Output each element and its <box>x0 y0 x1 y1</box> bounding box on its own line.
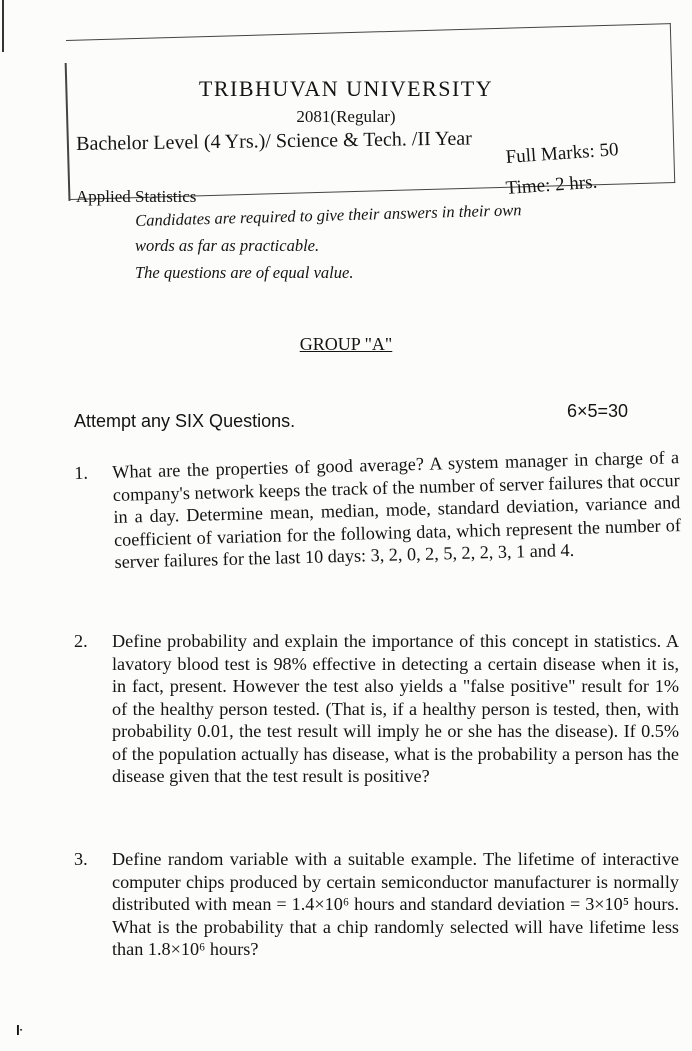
program-level: Bachelor Level (4 Yrs.)/ Science & Tech. /II Year <box>76 127 472 155</box>
exam-time: Time: 2 hrs. <box>505 171 598 199</box>
instruction-line: Candidates are required to give their answers in their own <box>135 200 522 230</box>
question-number: 3. <box>74 849 88 869</box>
exam-session: 2081(Regular) <box>296 107 396 126</box>
attempt-instruction: Attempt any SIX Questions. <box>74 411 296 431</box>
section-marks: 6×5=30 <box>567 401 629 421</box>
question-number: 2. <box>74 631 88 651</box>
full-marks: Full Marks: 50 <box>505 139 620 168</box>
university-name: TRIBHUVAN UNIVERSITY <box>198 76 494 101</box>
instruction-line: words as far as practicable. <box>135 236 320 255</box>
question-3 <box>74 848 679 961</box>
question-1 <box>74 446 682 574</box>
question-2 <box>74 630 679 788</box>
instruction-line: The questions are of equal value. <box>135 263 354 282</box>
stray-pen-mark: ŀ <box>16 1022 23 1038</box>
question-text: Define probability and explain the importance of this concept in statistics. A lavatory blood test is 98% effective in detecting a certain disease when it is, in fact, present. However the test also yields a "false positive" result for 1% of the healthy person tested. (That is, if a healthy person is tested, then, with probability 0.01, the test result will imply he or she has the disease). If 0.5% of the population actually has disease, what is the probability a person has the disease given that the test result is positive? <box>112 631 679 786</box>
subject-name: Applied Statistics <box>76 187 197 206</box>
question-number: 1. <box>74 462 89 483</box>
question-text: What are the properties of good average? A system manager in charge of a company's network keeps the track of the number of server failures that occur in a day. Determine mean, median, mode, standard deviation, variance and coefficient of variation for the following data, which represent the number of server failures for the last 10 days: 3, 2, 0, 2, 5, 2, 2, 3, 1 and 4. <box>112 447 682 572</box>
question-text: Define random variable with a suitable example. The lifetime of interactive computer chips produced by certain semiconductor manufacturer is normally distributed with mean = 1.4×10⁶ hours and standard deviation = 3×10⁵ hours. What is the probability that a chip randomly selected will have lifetime less than 1.8×10⁶ hours? <box>112 849 679 959</box>
page-edge-mark <box>2 0 4 52</box>
group-title: GROUP "A" <box>299 334 393 354</box>
